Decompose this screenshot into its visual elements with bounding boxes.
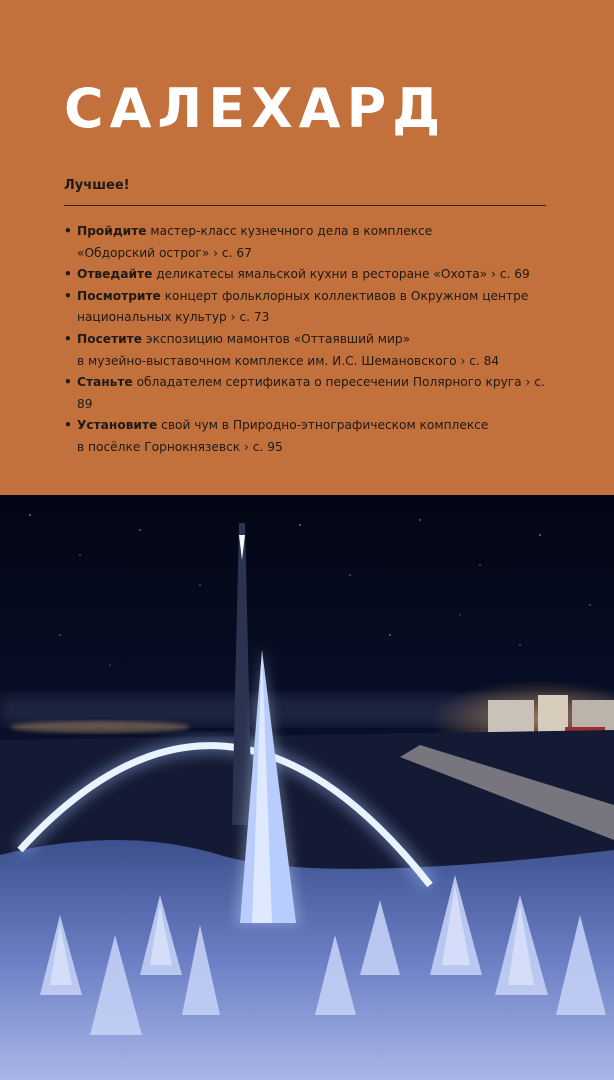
bullet: • (64, 331, 72, 346)
list-item (64, 221, 554, 264)
list-item (64, 372, 554, 415)
divider (64, 205, 546, 206)
list-item (64, 264, 554, 286)
bullet: • (64, 375, 72, 390)
bullet: • (64, 224, 72, 238)
item-text-continued: «Обдорский острог» › с. 67 (77, 245, 252, 260)
bullet: • (64, 288, 72, 303)
item-text: мастер-класс кузнечного дела в комплексе (146, 224, 433, 238)
photo-illustration (0, 495, 614, 1080)
item-verb: Станьте (77, 375, 133, 390)
best-list (64, 221, 554, 459)
bullet: • (64, 418, 72, 433)
item-verb: Отведайте (77, 267, 153, 282)
item-text-continued: в посёлке Горнокнязевск › с. 95 (77, 439, 283, 454)
bullet: • (64, 267, 72, 282)
list-item (64, 415, 554, 458)
list-item (64, 329, 554, 372)
item-verb: Посмотрите (77, 288, 161, 303)
list-item (64, 286, 554, 329)
header-panel (0, 0, 614, 495)
best-heading: Лучшее! (64, 178, 130, 193)
night-city-photo (0, 495, 614, 1080)
item-text: свой чум в Природно-этнографическом комплексе (157, 418, 489, 433)
item-text: экспозицию мамонтов «Оттаявший мир» (142, 331, 411, 346)
item-verb: Установите (77, 418, 158, 433)
item-verb: Посетите (77, 331, 142, 346)
item-text: концерт фольклорных коллективов в Окружном центре (160, 288, 529, 303)
item-text-continued: национальных культур › с. 73 (77, 310, 270, 325)
item-text: деликатесы ямальской кухни в ресторане «Охота» › с. 69 (152, 267, 530, 282)
item-text-continued: в музейно-выставочном комплексе им. И.С. Шемановского › с. 84 (77, 353, 500, 368)
item-verb: Пройдите (77, 224, 147, 238)
item-text: обладателем сертификата о пересечении Полярного круга › с. 89 (77, 375, 545, 411)
city-title: САЛЕХАРД (64, 77, 447, 140)
